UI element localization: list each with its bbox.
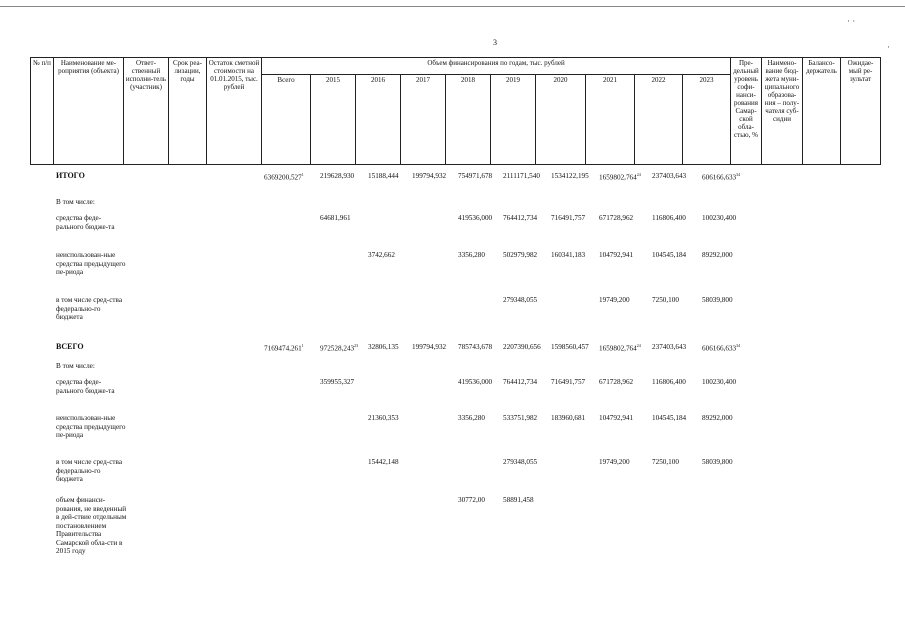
col-funding-group: Объем финансирования по годам, тыс. рублей: [262, 58, 731, 75]
top-rule: [0, 6, 905, 7]
cell-year-value: 19749,200: [599, 296, 630, 304]
footnote-mark: 34: [736, 172, 741, 177]
cell-year-value: 116806,400: [652, 378, 686, 386]
cell-year-value: 58039,800: [702, 458, 733, 466]
footnote-mark: 23: [354, 343, 359, 348]
cell-year-value: 104545,184: [652, 251, 687, 259]
col-remainder: Остаток сметной стоимости на 01.01.2015, тыс. рублей: [207, 58, 262, 165]
col-year: 2019: [491, 75, 536, 165]
cell-year-value: 764412,734: [503, 378, 538, 386]
cell-year-value: 419536,000: [458, 378, 493, 386]
footnote-mark: 24: [636, 343, 641, 348]
cell-year-value: 15188,444: [368, 172, 399, 180]
row-label: объем финанси-рования, не введенный в дей-ствие отдельным постановлением Правительства Самарской обла-сти в 2015 году: [56, 496, 127, 555]
col-term: Срок реа-лизации, годы: [169, 58, 207, 165]
cell-year-value: 32806,135: [368, 343, 399, 351]
cell-year-value: 64681,961: [320, 214, 351, 222]
row-label: ИТОГО: [56, 171, 85, 180]
cell-year-value: 116806,400: [652, 214, 686, 222]
col-year: 2018: [446, 75, 491, 165]
cell-year-value: 100230,400: [702, 378, 737, 386]
cell-year-value: 279348,055: [503, 458, 538, 466]
row-label: В том числе:: [56, 198, 95, 206]
col-year: 2023: [683, 75, 731, 165]
col-year: 2020: [536, 75, 586, 165]
cell-year-value: 237403,643: [652, 172, 687, 180]
cell-year-value: 7250,100: [652, 296, 679, 304]
cell-year-value: 15442,148: [368, 458, 399, 466]
cell-year-value: 89292,000: [702, 251, 733, 259]
cell-year-value: 1659802,764$^{24}$: [599, 172, 641, 182]
cell-year-value: 199794,932: [412, 172, 447, 180]
cell-year-value: 671728,962: [599, 214, 634, 222]
cell-year-value: 219628,930: [320, 172, 355, 180]
cell-year-value: 100230,400: [702, 214, 737, 222]
col-result: Ожидае-мый ре-зультат: [841, 58, 881, 165]
row-label: в том числе сред-ства федерально-го бюджета: [56, 458, 123, 483]
cell-year-value: 1534122,195: [551, 172, 589, 180]
cell-year-value: 183960,681: [551, 414, 586, 422]
cell-year-value: 533751,982: [503, 414, 538, 422]
scan-speck: ·: [887, 42, 890, 52]
cell-year-value: 19749,200: [599, 458, 630, 466]
scan-speck: · ·: [847, 16, 856, 26]
cell-year-value: 3356,280: [458, 414, 485, 422]
cell-year-value: 606166,633$^{34}$: [702, 172, 741, 182]
cell-year-value: 3356,280: [458, 251, 485, 259]
cell-year-value: 2207390,656: [503, 343, 541, 351]
cell-year-value: 3742,662: [368, 251, 395, 259]
footnote-mark: 1: [301, 343, 304, 348]
cell-year-value: 199794,932: [412, 343, 447, 351]
col-year: 2015: [311, 75, 356, 165]
row-label: средства феде-рального бюдже-та: [56, 378, 115, 395]
header-table: [30, 57, 881, 165]
cell-year-value: 7250,100: [652, 458, 679, 466]
cell-total: 6369200,527$^1$: [264, 172, 304, 182]
cell-year-value: 89292,000: [702, 414, 733, 422]
cell-year-value: 1598560,457: [551, 343, 589, 351]
row-label: ВСЕГО: [56, 342, 84, 351]
cell-year-value: 972528,243$^{23}$: [320, 343, 359, 353]
cell-year-value: 359955,327: [320, 378, 355, 386]
cell-year-value: 1659802,764$^{24}$: [599, 343, 641, 353]
row-label: В том числе:: [56, 362, 95, 370]
col-total: Всего: [262, 75, 311, 165]
cell-year-value: 104792,941: [599, 414, 634, 422]
cell-year-value: 671728,962: [599, 378, 634, 386]
cell-year-value: 502979,982: [503, 251, 538, 259]
row-label: в том числе сред-ства федерально-го бюджета: [56, 296, 123, 321]
col-holder: Балансо-держатель: [803, 58, 841, 165]
cell-year-value: 30772,00: [458, 496, 485, 504]
col-year: 2021: [586, 75, 635, 165]
col-year: 2016: [356, 75, 401, 165]
col-budget: Наимено-вание бюд-жета муни-ципального образова-ния – полу-чателя суб-сидии: [762, 58, 803, 165]
cell-year-value: 104792,941: [599, 251, 634, 259]
col-name: Наименование ме-роприятия (объекта): [54, 58, 124, 165]
col-year: 2022: [635, 75, 683, 165]
col-responsible: Ответ-ственный исполни-тель (участник): [124, 58, 169, 165]
row-label: средства феде-рального бюдже-та: [56, 214, 115, 231]
cell-year-value: 160341,183: [551, 251, 586, 259]
cell-year-value: 785743,678: [458, 343, 493, 351]
cell-year-value: 58891,458: [503, 496, 534, 504]
col-num: № п/п: [31, 58, 54, 165]
footnote-mark: 1: [301, 172, 304, 177]
cell-year-value: 716491,757: [551, 214, 586, 222]
cell-year-value: 764412,734: [503, 214, 538, 222]
cell-year-value: 606166,633$^{34}$: [702, 343, 741, 353]
cell-year-value: 2111171,540: [503, 172, 540, 180]
col-cofin: Пре-дельный уровень софи-нанси-рования Самар-ской обла-стью, %: [731, 58, 762, 165]
cell-year-value: 104545,184: [652, 414, 687, 422]
row-label: неиспользован-ные средства предыдущего пе-риода: [56, 414, 126, 439]
cell-total: 7169474,261$^1$: [264, 343, 304, 353]
cell-year-value: 419536,000: [458, 214, 493, 222]
cell-year-value: 21360,353: [368, 414, 399, 422]
page-number: 3: [493, 38, 497, 47]
footnote-mark: 24: [636, 172, 641, 177]
footnote-mark: 34: [736, 343, 741, 348]
col-year: 2017: [401, 75, 446, 165]
row-label: неиспользован-ные средства предыдущего пе-риода: [56, 251, 126, 276]
cell-year-value: 279348,055: [503, 296, 538, 304]
cell-year-value: 754971,678: [458, 172, 493, 180]
cell-year-value: 237403,643: [652, 343, 687, 351]
cell-year-value: 58039,800: [702, 296, 733, 304]
cell-year-value: 716491,757: [551, 378, 586, 386]
